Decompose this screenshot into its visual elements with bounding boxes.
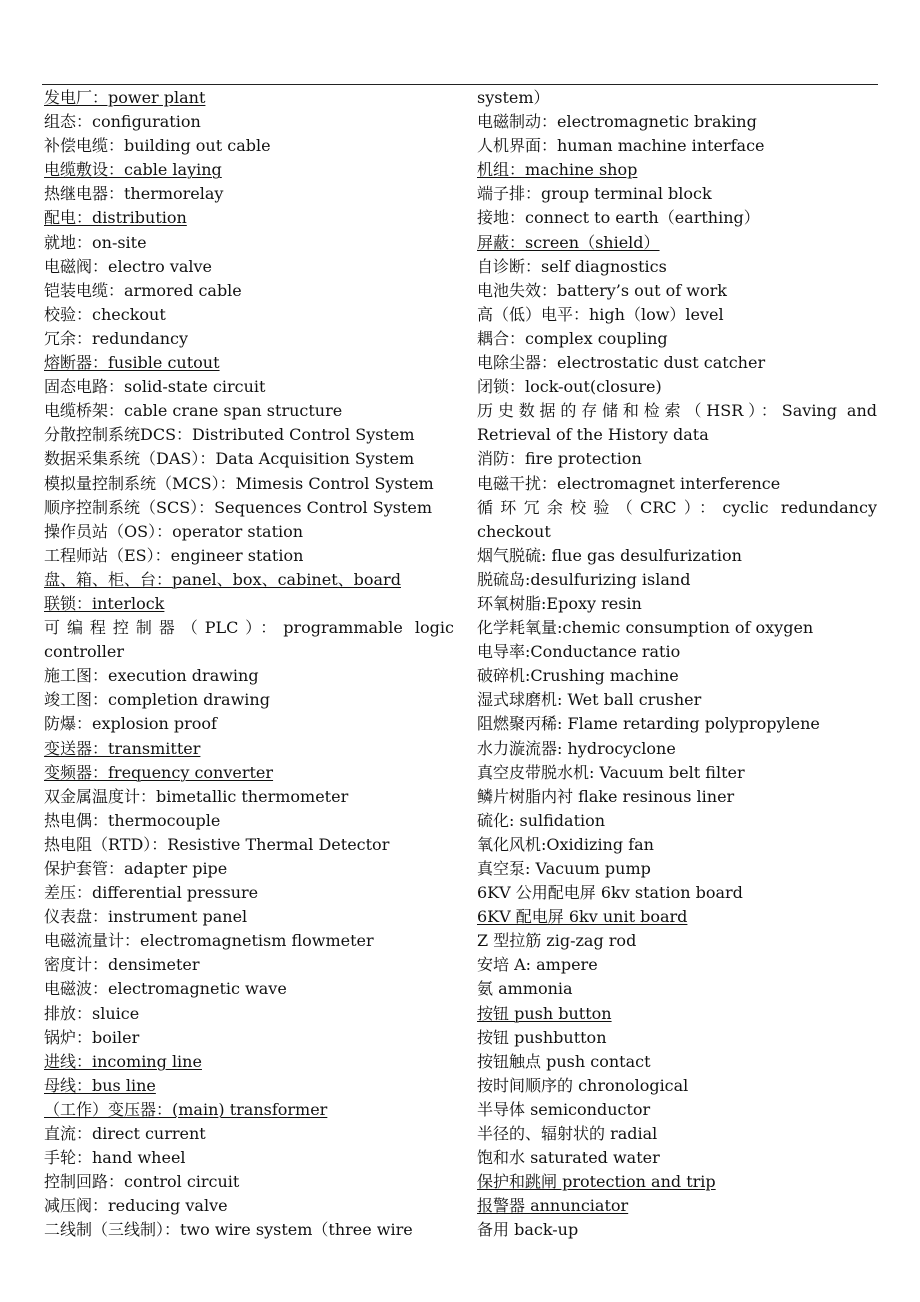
glossary-entry: 消防：fire protection [477, 449, 642, 469]
left-column [44, 86, 454, 1243]
glossary-entry: 变送器：transmitter [44, 738, 201, 758]
glossary-entry: 模拟量控制系统（MCS）：Mimesis Control System [44, 473, 434, 493]
glossary-entry: 电池失效：battery’s out of work [477, 280, 727, 300]
glossary-entry: 固态电路：solid-state circuit [44, 377, 266, 397]
glossary-entry: controller [44, 642, 124, 662]
glossary-entry: 竣工图：completion drawing [44, 690, 270, 710]
glossary-entry: 锅炉：boiler [44, 1027, 140, 1047]
glossary-entry: 按钮 pushbutton [477, 1027, 607, 1047]
glossary-entry: 机组：machine shop [477, 160, 638, 180]
glossary-entry: 历史数据的存储和检索（HSR）：Saving and [477, 401, 877, 421]
glossary-entry: 变频器：frequency converter [44, 762, 274, 782]
glossary-entry: 6KV 配电屏 6kv unit board [477, 907, 688, 927]
glossary-entry: checkout [477, 521, 551, 541]
glossary-entry: 电缆敷设：cable laying [44, 160, 222, 180]
glossary-entry: 联锁：interlock [44, 593, 165, 613]
glossary-entry: 电磁波：electromagnetic wave [44, 979, 287, 999]
glossary-entry: 进线：incoming line [44, 1051, 202, 1071]
glossary-entry: 防爆：explosion proof [44, 714, 217, 734]
glossary-entry: 6KV 公用配电屏 6kv station board [477, 883, 743, 903]
glossary-entry: 湿式球磨机: Wet ball crusher [477, 690, 702, 710]
glossary-entry: 仪表盘：instrument panel [44, 907, 248, 927]
glossary-entry: 阻燃聚丙稀: Flame retarding polypropylene [477, 714, 820, 734]
glossary-entry: 分散控制系统DCS：Distributed Control System [44, 425, 415, 445]
glossary-entry: system） [477, 88, 550, 107]
glossary-entry: 氨 ammonia [477, 979, 573, 999]
glossary-entry: 自诊断：self diagnostics [477, 256, 667, 276]
glossary-entry: 可编程控制器（PLC）：programmable logic [44, 618, 454, 638]
glossary-entry: 手轮：hand wheel [44, 1148, 186, 1168]
glossary-entry: 电除尘器：electrostatic dust catcher [477, 353, 766, 373]
glossary-entry: 高（低）电平：high（low）level [477, 304, 724, 324]
glossary-entry: 烟气脱硫: flue gas desulfurization [477, 545, 742, 565]
glossary-entry: 顺序控制系统（SCS）：Sequences Control System [44, 497, 433, 517]
glossary-entry: 热继电器：thermorelay [44, 184, 224, 204]
glossary-entry: 脱硫岛:desulfurizing island [477, 569, 691, 589]
glossary-entry: 半导体 semiconductor [477, 1099, 651, 1119]
glossary-entry: 直流：direct current [44, 1124, 206, 1144]
glossary-entry: 盘、箱、柜、台：panel、box、cabinet、board [44, 569, 401, 589]
glossary-entry: 鳞片树脂内衬 flake resinous liner [477, 786, 735, 806]
glossary-entry: 差压：differential pressure [44, 883, 259, 903]
glossary-entry: 保护套管：adapter pipe [44, 859, 228, 878]
glossary-entry: 破碎机:Crushing machine [477, 666, 679, 686]
glossary-entry: 熔断器：fusible cutout [44, 353, 220, 373]
glossary-entry: 电磁制动：electromagnetic braking [477, 112, 757, 132]
glossary-entry: 施工图：execution drawing [44, 666, 259, 686]
glossary-entry: 饱和水 saturated water [477, 1148, 660, 1168]
glossary-entry: 闭锁：lock-out(closure) [477, 377, 662, 397]
glossary-entry: 铠装电缆：armored cable [44, 280, 242, 300]
glossary-entry: 备用 back-up [477, 1220, 579, 1240]
glossary-entry: 热电偶：thermocouple [44, 810, 221, 830]
glossary-entry: 屏蔽：screen（shield） [477, 232, 660, 252]
glossary-entry: （工作）变压器：(main) transformer [44, 1099, 328, 1119]
glossary-entry: 耦合：complex coupling [477, 328, 668, 348]
glossary-entry: 双金属温度计：bimetallic thermometer [44, 786, 349, 806]
glossary-entry: 环氧树脂:Epoxy resin [477, 593, 642, 613]
glossary-entry: 冗余：redundancy [44, 328, 189, 348]
glossary-entry: Z 型拉筋 zig-zag rod [477, 931, 637, 951]
glossary-entry: 母线：bus line [44, 1075, 156, 1095]
glossary-entry: 操作员站（OS）：operator station [44, 521, 304, 541]
glossary-entry: 热电阻（RTD）：Resistive Thermal Detector [44, 834, 390, 854]
glossary-entry: 密度计：densimeter [44, 955, 200, 975]
glossary-entry: 电缆桥架：cable crane span structure [44, 401, 343, 421]
glossary-entry: 就地：on-site [44, 232, 147, 252]
glossary-entry: 化学耗氧量:chemic consumption of oxygen [477, 618, 814, 638]
glossary-entry: 电磁干扰：electromagnet interference [477, 473, 781, 493]
glossary-entry: 配电：distribution [44, 208, 187, 228]
glossary-entry: 水力漩流器: hydrocyclone [477, 738, 676, 758]
glossary-entry: 半径的、辐射状的 radial [477, 1124, 658, 1144]
glossary-entry: 按钮 push button [477, 1003, 612, 1023]
glossary-entry: 保护和跳闸 protection and trip [477, 1172, 716, 1192]
glossary-entry: 校验：checkout [44, 304, 166, 324]
glossary-entry: 人机界面：human machine interface [477, 136, 765, 156]
glossary-entry: 真空泵: Vacuum pump [477, 859, 651, 878]
glossary-entry: 真空皮带脱水机: Vacuum belt filter [477, 762, 745, 782]
glossary-entry: 按时间顺序的 chronological [477, 1075, 689, 1095]
glossary-entry: 发电厂：power plant [44, 88, 206, 107]
glossary-entry: 报警器 annunciator [477, 1196, 629, 1216]
glossary-entry: 减压阀：reducing valve [44, 1196, 228, 1216]
glossary-entry: 组态：configuration [44, 112, 201, 132]
glossary-entry: 接地：connect to earth（earthing） [477, 208, 760, 228]
glossary-entry: 排放：sluice [44, 1003, 140, 1023]
glossary-entry: 硫化: sulfidation [477, 810, 606, 830]
glossary-entry: 控制回路：control circuit [44, 1172, 240, 1192]
glossary-entry: 电磁流量计：electromagnetism flowmeter [44, 931, 374, 951]
glossary-entry: 端子排：group terminal block [477, 184, 712, 204]
right-column [477, 86, 877, 1243]
glossary-entry: 安培 A: ampere [477, 955, 598, 975]
glossary-entry: 二线制（三线制）：two wire system（three wire [44, 1220, 413, 1240]
glossary-entry: 数据采集系统（DAS）：Data Acquisition System [44, 449, 415, 469]
glossary-entry: 循环冗余校验（CRC）：cyclic redundancy [477, 497, 877, 517]
glossary-entry: 电磁阀：electro valve [44, 256, 213, 276]
glossary-entry: 补偿电缆：building out cable [44, 136, 271, 156]
glossary-entry: Retrieval of the History data [477, 425, 709, 445]
glossary-entry: 电导率:Conductance ratio [477, 642, 681, 662]
glossary-entry: 氧化风机:Oxidizing fan [477, 834, 654, 854]
glossary-entry: 工程师站（ES）：engineer station [44, 545, 304, 565]
glossary-entry: 按钮触点 push contact [477, 1051, 651, 1071]
header-rule [42, 84, 878, 85]
